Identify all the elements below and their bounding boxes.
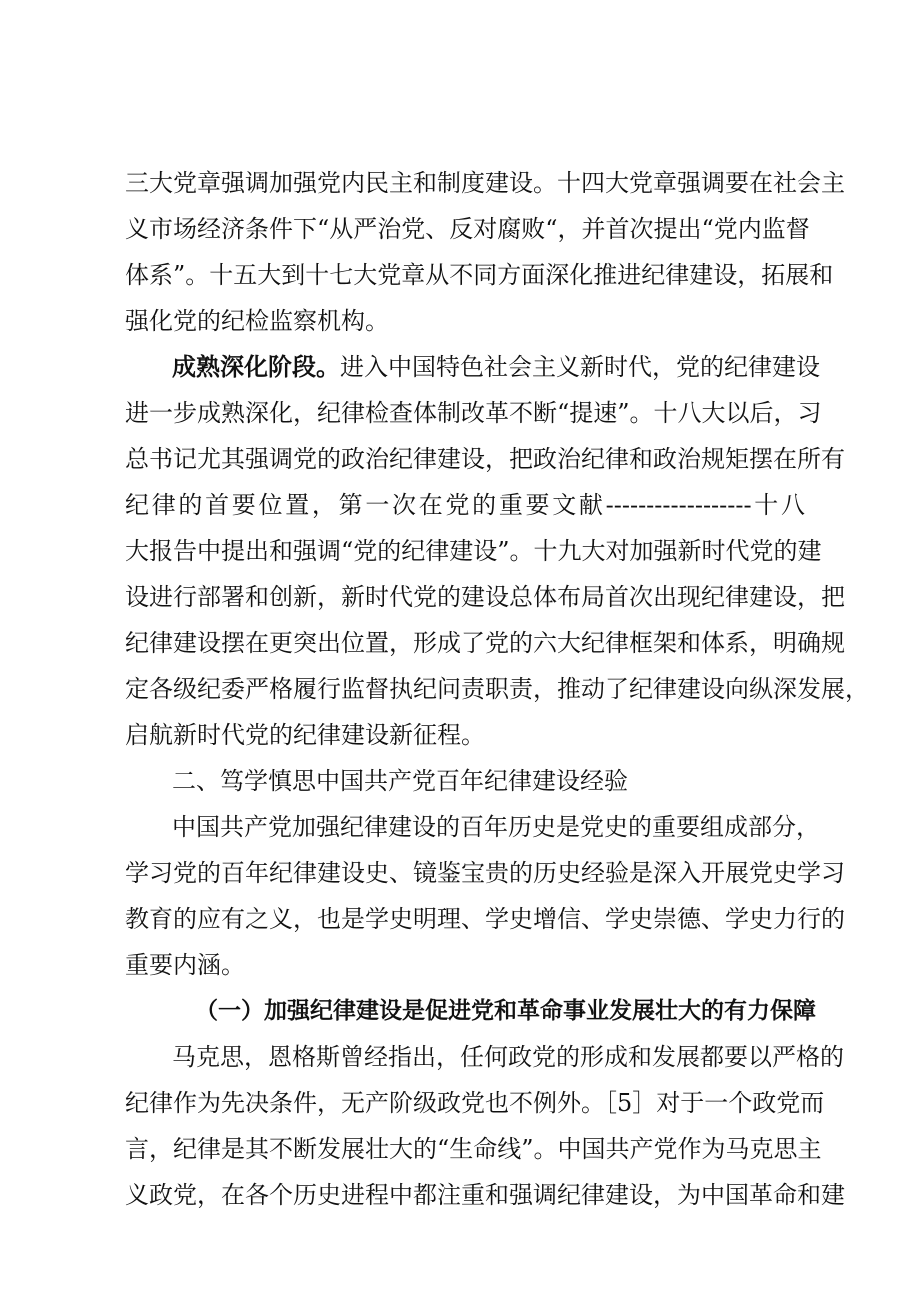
text-line: 重要内涵。 <box>125 951 245 979</box>
text-run: 进入中国特色社会主义新时代，党的纪律建设 <box>340 353 820 381</box>
text-line: 义政党，在各个历史进程中都注重和强调纪律建设，为中国革命和建 <box>125 1181 845 1209</box>
text-line: 总书记尤其强调党的政治纪律建设，把政治纪律和政治规矩摆在所有 <box>125 445 845 473</box>
text-line: 纪律的首要位置，第一次在党的重要文献------------------十八 <box>125 491 805 519</box>
text-line: 纪律建设摆在更突出位置，形成了党的六大纪律框架和体系，明确规 <box>125 629 845 657</box>
text-line: 设进行部署和创新，新时代党的建设总体布局首次出现纪律建设，把 <box>125 583 845 611</box>
text-line: 体系”。十五大到十七大党章从不同方面深化推进纪律建设，拓展和 <box>125 261 834 289</box>
section-heading: 二、笃学慎思中国共产党百年纪律建设经验 <box>172 767 628 795</box>
text-line: 教育的应有之义，也是学史明理、学史增信、学史崇德、学史力行的 <box>125 905 845 933</box>
text-line: 三大党章强调加强党内民主和制度建设。十四大党章强调要在社会主 <box>125 169 845 197</box>
text-line: 定各级纪委严格履行监督执纪问责职责，推动了纪律建设向纵深发展， <box>125 675 869 703</box>
text-line: 马克思，恩格斯曾经指出，任何政党的形成和发展都要以严格的 <box>172 1043 844 1071</box>
stage-label: 成熟深化阶段。 <box>172 352 340 381</box>
text-line: 学习党的百年纪律建设史、镜鉴宝贵的历史经验是深入开展党史学习 <box>125 859 845 887</box>
text-line: 大报告中提出和强调“党的纪律建设”。十九大对加强新时代党的建 <box>125 537 822 565</box>
paragraph-first-line <box>172 347 820 387</box>
text-line: 进一步成熟深化，纪律检查体制改革不断“提速”。十八大以后，习 <box>125 399 822 427</box>
text-line: 强化党的纪检监察机构。 <box>125 307 389 335</box>
text-line: 义市场经济条件下“从严治党、反对腐败“，并首次提出“党内监督 <box>125 215 810 243</box>
text-line: 言，纪律是其不断发展壮大的“生命线”。中国共产党作为马克思主 <box>125 1135 822 1163</box>
text-line: 中国共产党加强纪律建设的百年历史是党史的重要组成部分， <box>172 813 820 841</box>
subsection-heading: （一）加强纪律建设是促进党和革命事业发展壮大的有力保障 <box>195 997 816 1024</box>
text-line: 纪律作为先决条件，无产阶级政党也不例外。［5］对于一个政党而 <box>125 1089 825 1117</box>
text-line: 启航新时代党的纪律建设新征程。 <box>125 721 485 749</box>
